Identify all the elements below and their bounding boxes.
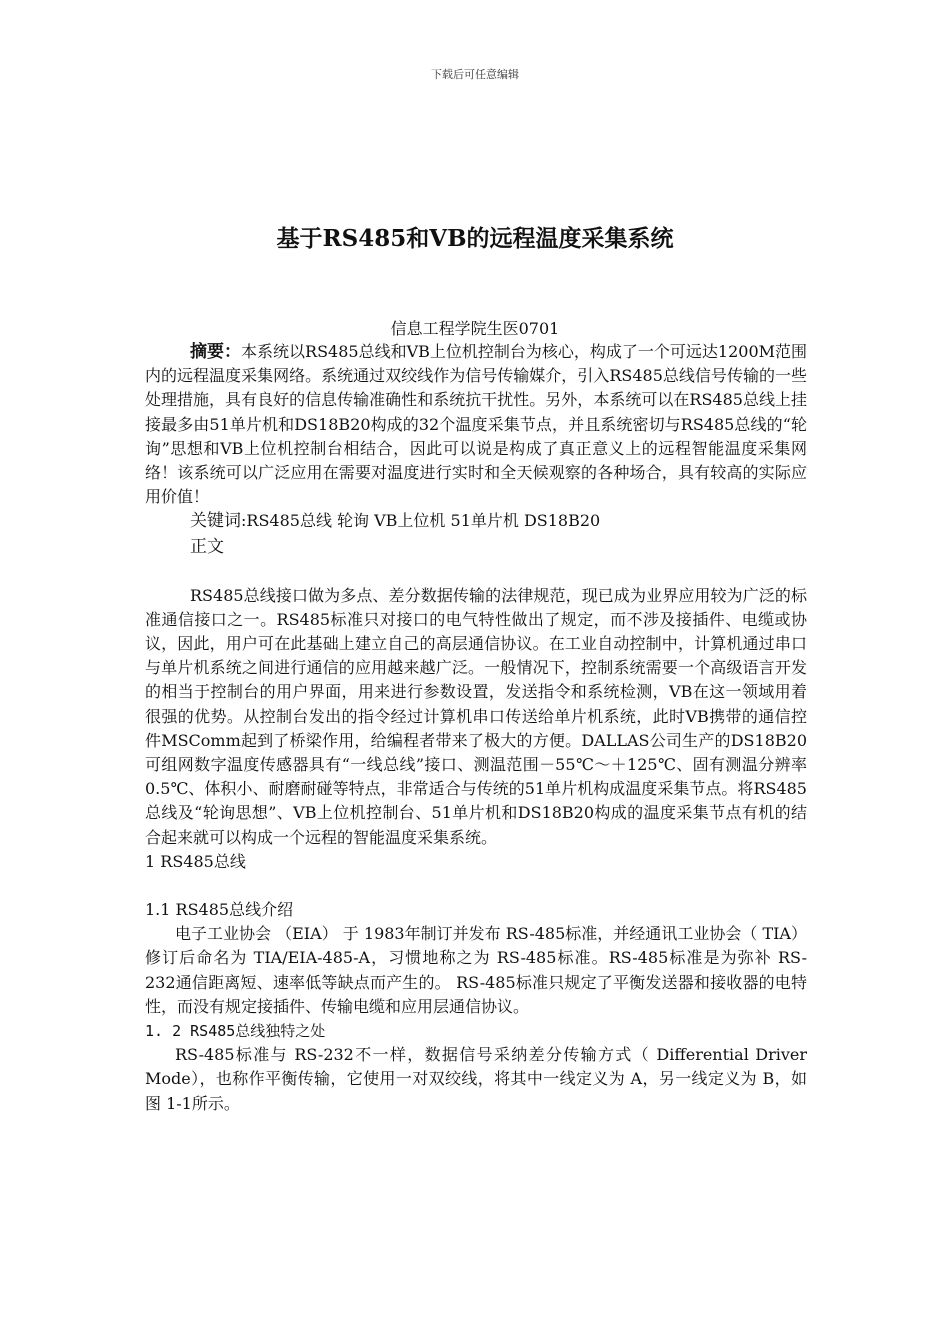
spacer [145,874,807,898]
section-1-1-title: 1.1 RS485总线介绍 [145,900,294,920]
author-line: 信息工程学院生医0701 [390,319,560,338]
intro-paragraph: RS485总线接口做为多点、差分数据传输的法律规范，现已成为业界应用较为广泛的标准通信接口之一。RS485标准只对接口的电气特性做出了规定，而不涉及接插件、电缆或协议，因此，用户可在此基础上建立自己的高层通信协议。在工业自动控制中，计算机通过串口与单片机系统之间进行通信的应用越来越广泛。一般情况下，控制系统需要一个高级语言开发的相当于控制台的用户界面，用来进行参数设置，发送指令和系统检测，VB在这一领域用着很强的优势。从控制台发出的指令经过计算机串口传送给单片机系统，此时VB携带的通信控件MSComm起到了桥梁作用，给编程者带来了极大的方便。DALLAS公司生产的DS18B20可组网数字温度传感器具有“一线总线”接口、测温范围－55℃～＋125℃、固有测温分辨率0.5℃、体积小、耐磨耐碰等特点，非常适合与传统的51单片机构成温度采集节点。将RS485总线及“轮询思想”、VB上位机控制台、51单片机和DS18B20构成的温度采集节点有机的结合起来就可以构成一个远程的智能温度采集系统。 [145,585,807,847]
section-1-2-title: 1. 2 RS485总线独特之处 [145,1022,326,1041]
keywords-text: :RS485总线 轮询 VB上位机 51单片机 DS18B20 [241,511,601,531]
document-body [145,340,807,1116]
abstract-text: 本系统以RS485总线和VB上位机控制台为核心，构成了一个可远达1200M范围内的远程温度采集网络。系统通过双绞线作为信号传输媒介，引入RS485总线信号传输的一些处理措施，具有良好的信息传输准确性和系统抗干扰性。另外，本系统可以在RS485总线上挂接最多由51单片机和DS18B20构成的32个温度采集节点，并且系统密切与RS485总线的“轮询”思想和VB上位机控制台相结合，因此可以说是构成了真正意义上的远程智能温度采集网络！该系统可以广泛应用在需要对温度进行实时和全天候观察的各种场合，具有较高的实际应用价值！ [145,342,808,507]
body-heading: 正文 [190,536,224,557]
section-1-1-text: 电子工业协会 （EIA） 于 1983年制订并发布 RS-485标准，并经通讯工业协会（ TIA）修订后命名为 TIA/EIA-485-A，习惯地称之为 RS-485标准。RS-485标准是为弥补 RS-232通信距离短、速率低等缺点而产生的。 RS-485标准只规定了平衡发送器和接收器的电特性，而没有规定接插件、传输电缆和应用层通信协议。 [145,924,807,1016]
header-note: 下载后可任意编辑 [431,68,519,81]
keywords-paragraph [145,509,807,533]
keywords-label: 关键词 [190,511,241,532]
document-title: 基于RS485和VB的远程温度采集系统 [276,225,674,252]
section-1-2-text: RS-485标准与 RS-232不一样，数据信号采纳差分传输方式（ Differential Driver Mode），也称作平衡传输，它使用一对双绞线，将其中一线定义为 A，另一线定义为 B，如图 1-1所示。 [145,1045,807,1113]
spacer [145,560,807,584]
abstract-label: 摘要： [190,342,242,362]
abstract-paragraph [145,340,807,509]
section-1-title: 1 RS485总线 [145,851,246,871]
